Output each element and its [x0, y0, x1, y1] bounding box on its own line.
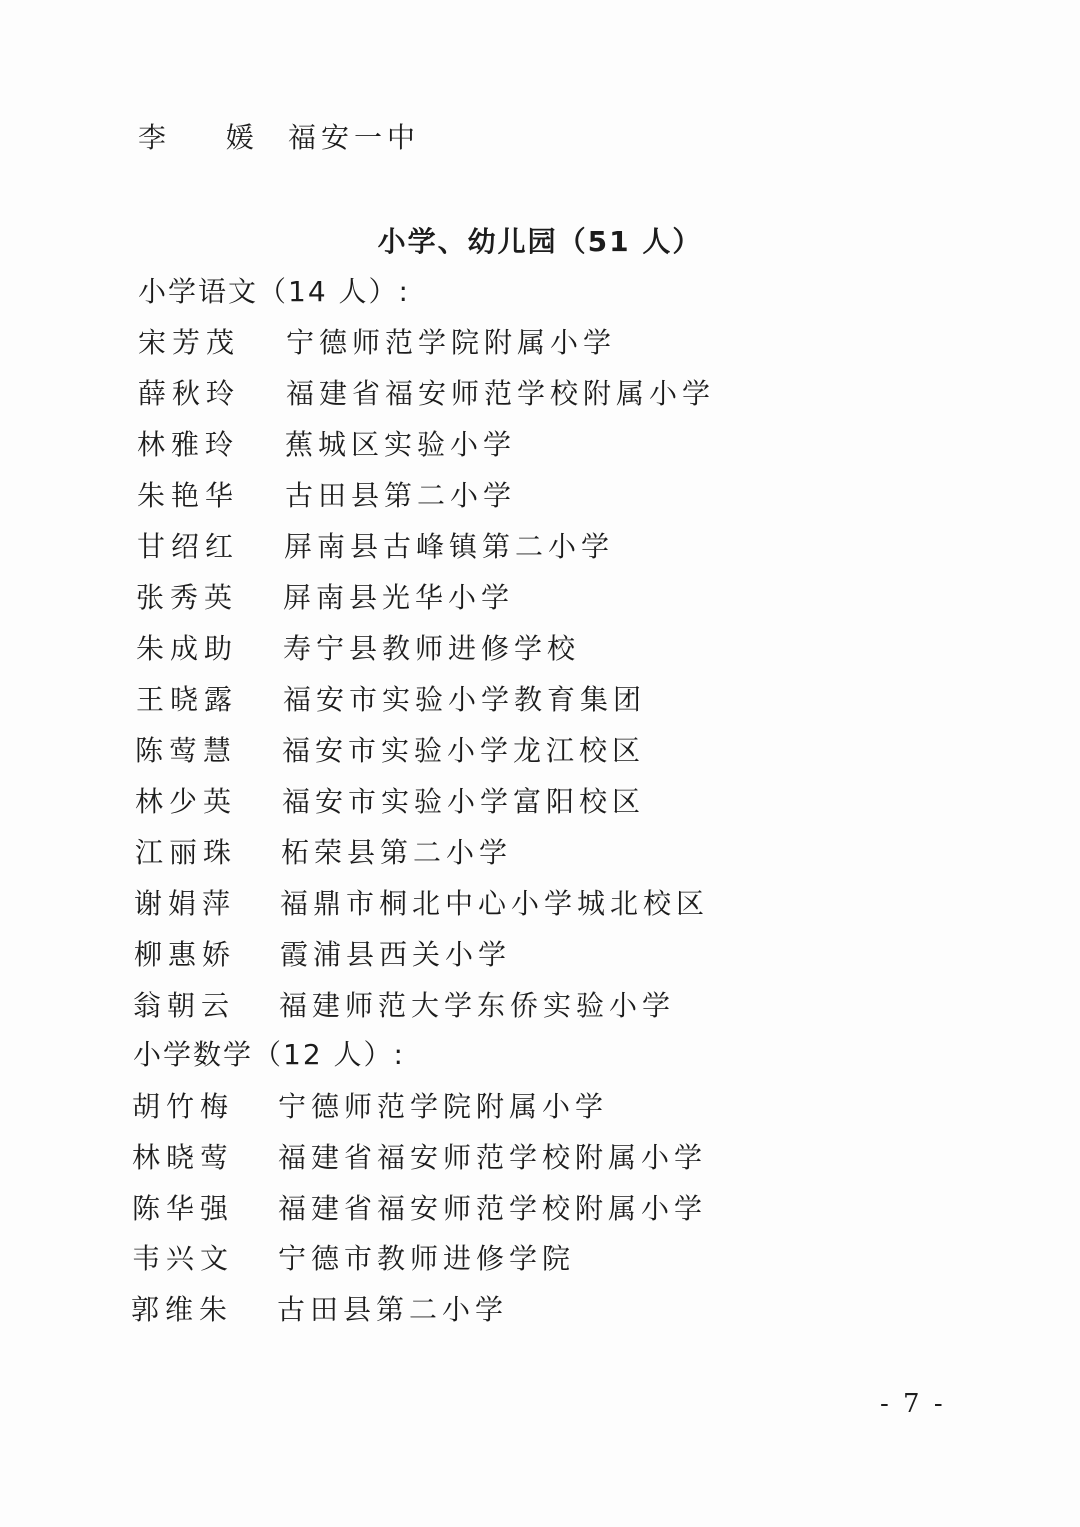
school-name: 宁德师范学院附属小学 — [286, 326, 617, 359]
person-name: 王晓露 — [136, 683, 239, 716]
person-name: 林雅玲 — [137, 428, 240, 461]
person-name: 甘绍红 — [137, 530, 240, 563]
person-name: 朱成助 — [136, 632, 239, 665]
person-name: 林晓莺 — [132, 1141, 235, 1174]
school-name: 柘荣县第二小学 — [281, 836, 513, 869]
list-item — [134, 882, 834, 926]
list-item — [136, 627, 836, 671]
school-name: 福建省福安师范学校附属小学 — [278, 1141, 708, 1174]
person-name: 薛秋玲 — [138, 377, 241, 410]
list-item — [132, 1237, 832, 1281]
person-name: 林少英 — [135, 785, 238, 818]
list-item-top — [138, 116, 738, 160]
list-item — [135, 780, 835, 824]
list-item — [137, 474, 837, 518]
list-item — [132, 1085, 832, 1129]
school-name: 福安市实验小学教育集团 — [283, 683, 647, 716]
section-title: 小学、幼儿园（51 人） — [377, 225, 703, 258]
person-name: 宋芳茂 — [138, 326, 241, 359]
person-name: 柳惠娇 — [134, 938, 237, 971]
school-name: 霞浦县西关小学 — [280, 938, 512, 971]
group-heading-math: 小学数学（12 人）: — [133, 1038, 405, 1071]
list-item — [136, 576, 836, 620]
person-name: 陈莺慧 — [135, 734, 238, 767]
school-name: 福鼎市桐北中心小学城北校区 — [280, 887, 710, 920]
school-name: 古田县第二小学 — [277, 1293, 509, 1326]
school-name: 屏南县古峰镇第二小学 — [284, 530, 615, 563]
school-name: 屏南县光华小学 — [283, 581, 515, 614]
person-name: 翁朝云 — [133, 989, 236, 1022]
list-item — [135, 729, 835, 773]
person-name: 韦兴文 — [132, 1242, 235, 1275]
school-name: 宁德师范学院附属小学 — [278, 1090, 609, 1123]
person-name: 张秀英 — [136, 581, 239, 614]
page-number: - 7 - — [880, 1389, 946, 1419]
school-name: 宁德市教师进修学院 — [278, 1242, 576, 1275]
school-name: 福建省福安师范学校附属小学 — [286, 377, 716, 410]
list-item — [136, 678, 836, 722]
list-item — [135, 831, 835, 875]
list-item — [131, 1288, 831, 1332]
person-name: 郭维朱 — [131, 1293, 234, 1326]
list-item — [132, 1136, 832, 1180]
list-item — [133, 984, 833, 1028]
school-name: 蕉城区实验小学 — [285, 428, 517, 461]
person-name: 朱艳华 — [137, 479, 240, 512]
school-name: 福建省福安师范学校附属小学 — [278, 1192, 708, 1225]
list-item — [138, 321, 838, 365]
school-name: 福安一中 — [288, 121, 421, 154]
school-name: 福安市实验小学富阳校区 — [282, 785, 646, 818]
list-item — [132, 1187, 832, 1231]
list-item — [137, 525, 837, 569]
school-name: 古田县第二小学 — [285, 479, 517, 512]
school-name: 福安市实验小学龙江校区 — [282, 734, 646, 767]
person-name: 胡竹梅 — [132, 1090, 235, 1123]
person-name: 李 媛 — [138, 121, 268, 154]
school-name: 寿宁县教师进修学校 — [283, 632, 581, 665]
list-item — [138, 372, 838, 416]
school-name: 福建师范大学东侨实验小学 — [279, 989, 676, 1022]
person-name: 谢娟萍 — [134, 887, 237, 920]
group-heading-chinese: 小学语文（14 人）: — [138, 275, 410, 308]
list-item — [134, 933, 834, 977]
person-name: 江丽珠 — [135, 836, 238, 869]
person-name: 陈华强 — [132, 1192, 235, 1225]
list-item — [137, 423, 837, 467]
